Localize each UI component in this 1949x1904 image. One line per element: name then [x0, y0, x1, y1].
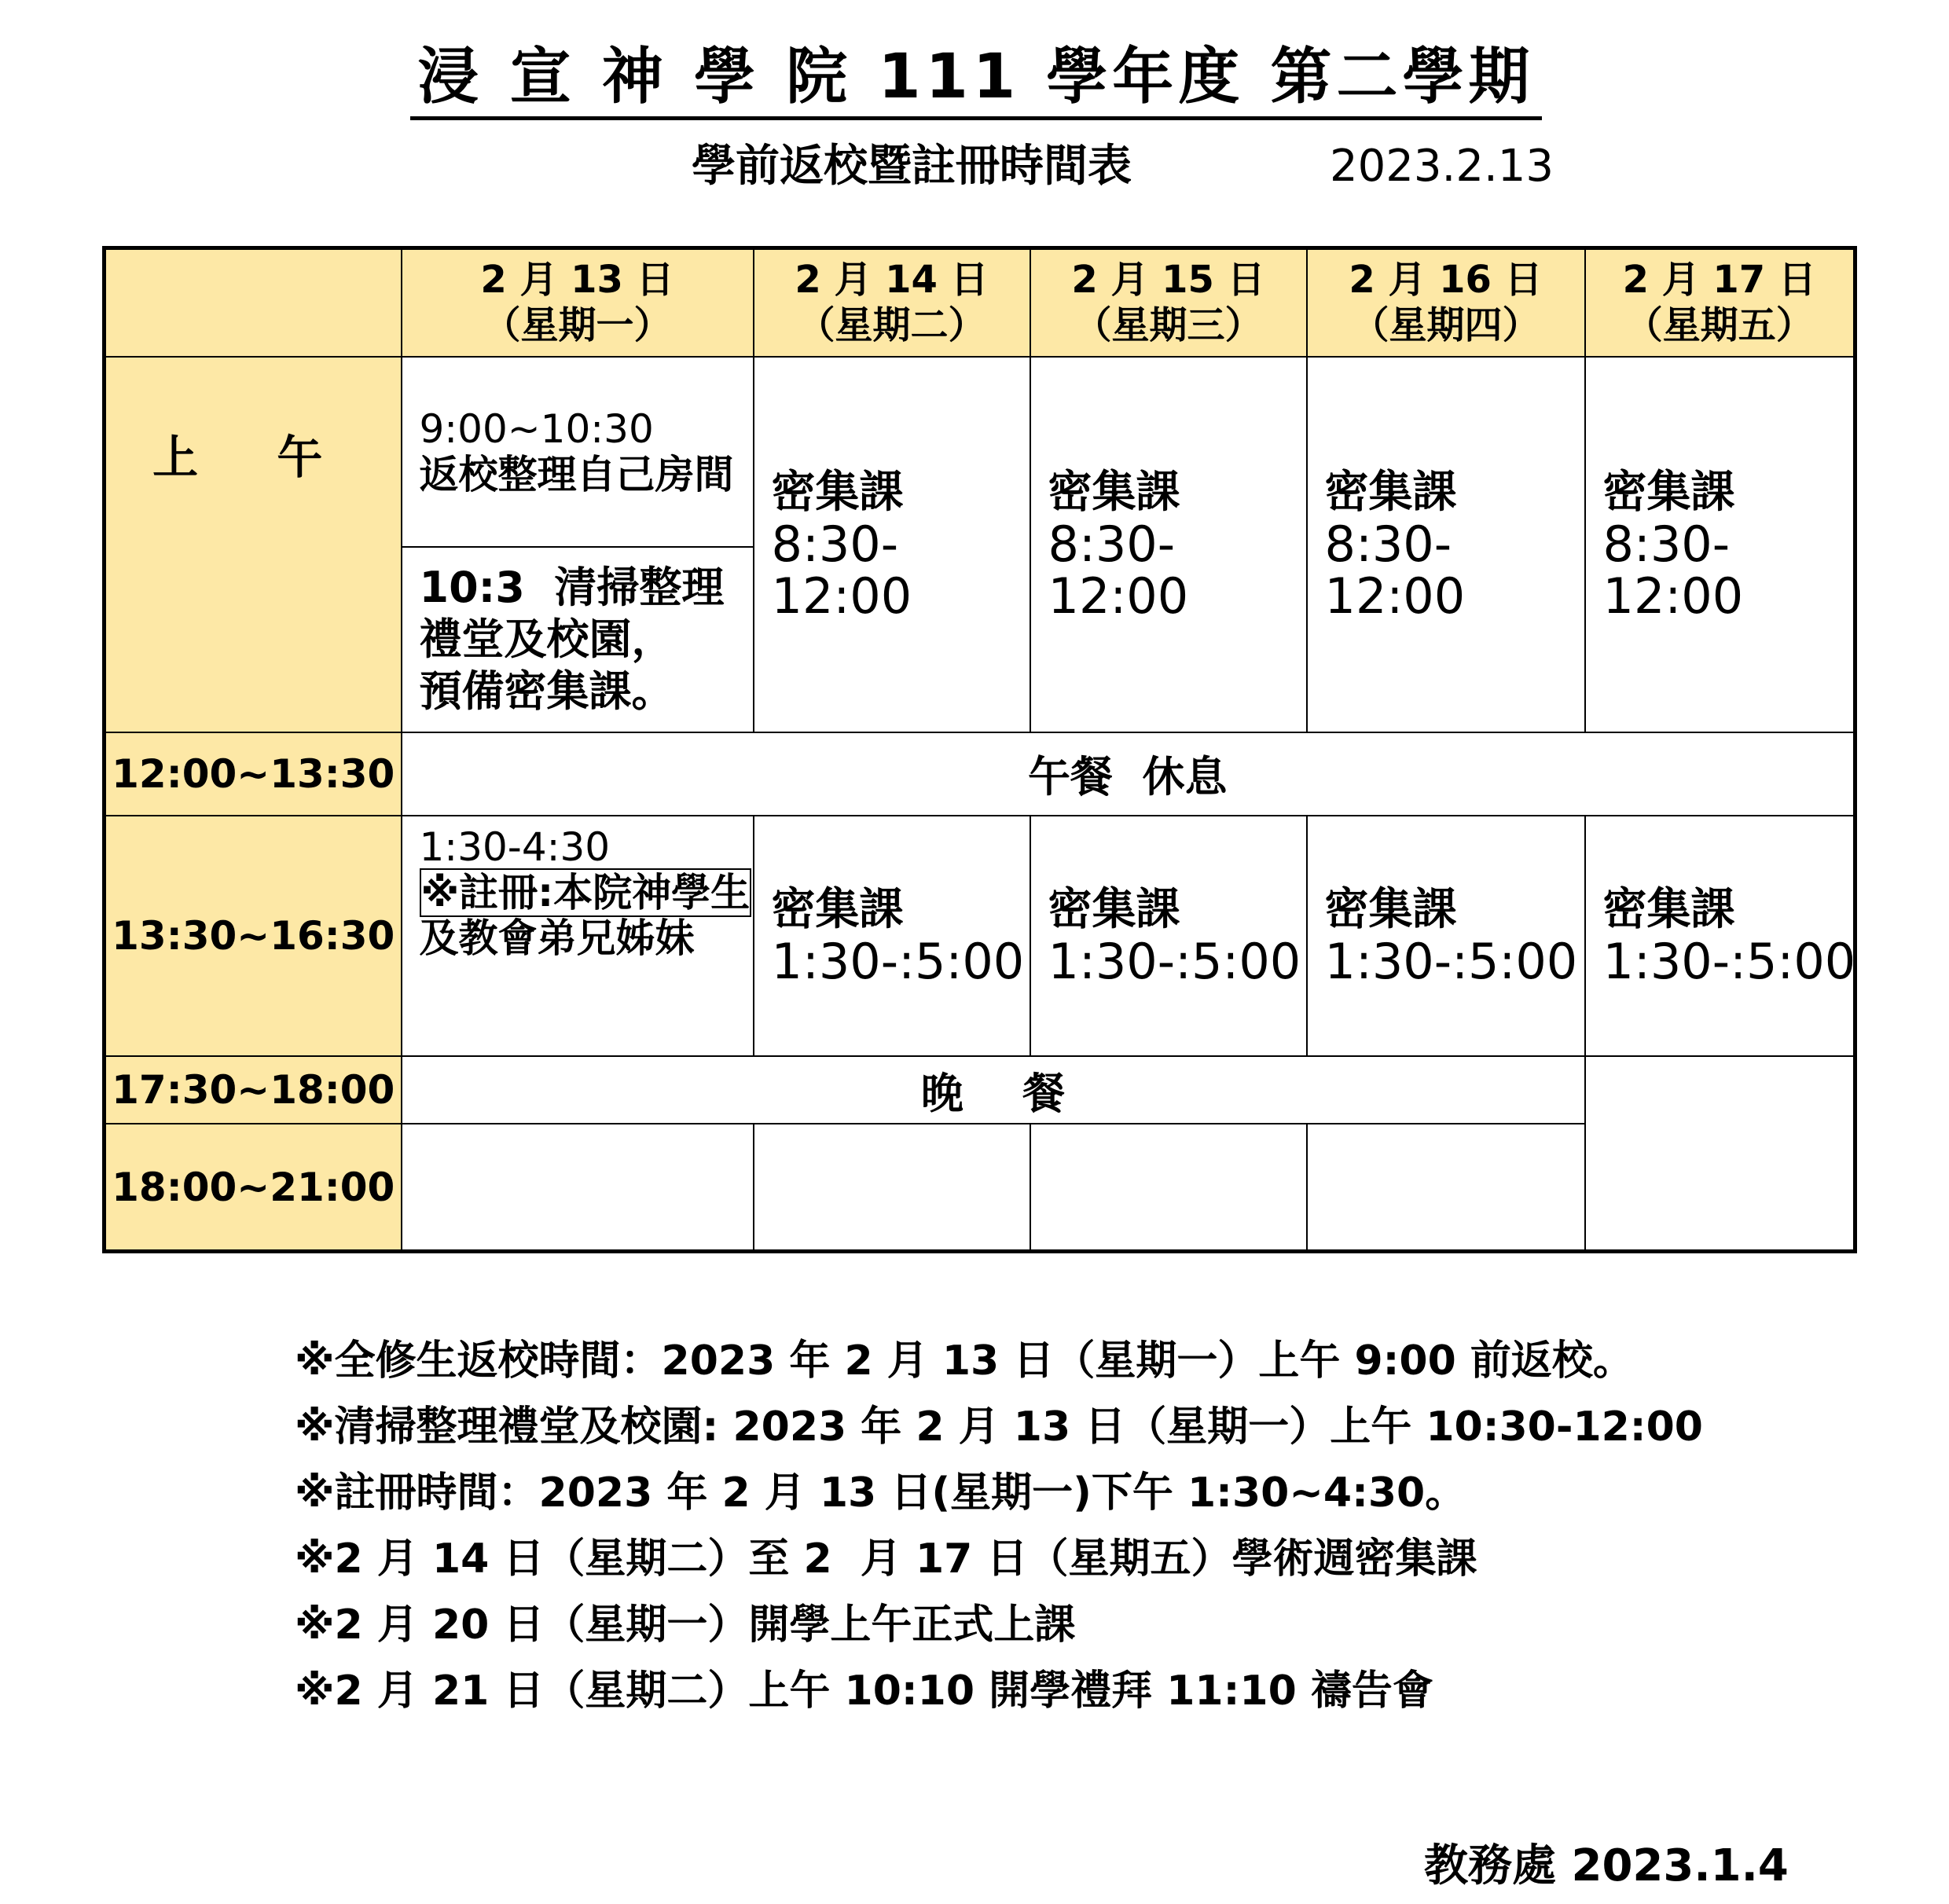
- document-subtitle: 學前返校暨註冊時間表: [692, 141, 1132, 192]
- issuer-footer: 教務處 2023.1.4: [1424, 1840, 1789, 1891]
- mon-pm-registration: 1:30-4:30 ※註冊:本院神學生 及教會弟兄姊妹: [402, 816, 754, 1056]
- dinner-time: 17:30~18:00: [105, 1056, 402, 1124]
- notes-list: [295, 1328, 1703, 1724]
- dinner-row: [105, 1056, 1855, 1124]
- header-wed: 2 月 15 日 （星期三）: [1030, 248, 1307, 357]
- mon-am-slot-1: 9:00~10:30 返校整理自己房間: [402, 357, 754, 547]
- note-item: ※註冊時間：2023 年 2 月 13 日(星期一)下午 1:30~4:30。: [295, 1469, 1466, 1517]
- header-mon: 2 月 13 日 （星期一）: [402, 248, 754, 357]
- wed-pm-course: 密集課 1:30-:5:00: [1030, 816, 1307, 1056]
- note-item: ※全修生返校時間：2023 年 2 月 13 日（星期一）上午 9:00 前返校。: [295, 1337, 1634, 1385]
- registration-note: ※註冊:本院神學生: [420, 870, 751, 916]
- wed-am-course: 密集課 8:30-12:00: [1030, 357, 1307, 732]
- subtitle-date: 2023.2.13: [1330, 141, 1554, 192]
- lunch-time: 12:00~13:30: [105, 732, 402, 816]
- header-fri: 2 月 17 日 （星期五）: [1585, 248, 1855, 357]
- afternoon-row: [105, 816, 1855, 1056]
- note-item: ※2 月 20 日（星期一）開學上午正式上課: [295, 1601, 1076, 1649]
- thu-evening-empty: [1307, 1124, 1585, 1251]
- header-row: [105, 248, 1855, 357]
- thu-pm-course: 密集課 1:30-:5:00: [1307, 816, 1585, 1056]
- note-item: ※清掃整理禮堂及校園: 2023 年 2 月 13 日（星期一）上午 10:30-12:00: [295, 1403, 1703, 1451]
- afternoon-time: 13:30~16:30: [105, 816, 402, 1056]
- fri-am-course: 密集課 8:30-12:00: [1585, 357, 1855, 732]
- document-title: 浸 宣 神 學 院 111 學年度 第二學期: [410, 38, 1542, 120]
- wed-evening-empty: [1030, 1124, 1307, 1251]
- evening-time: 18:00~21:00: [105, 1124, 402, 1251]
- note-item: ※2 月 14 日（星期二）至 2 月 17 日（星期五）學術週密集課: [295, 1535, 1477, 1583]
- corner-cell: [105, 248, 402, 357]
- fri-pm-course: 密集課 1:30-:5:00: [1585, 816, 1855, 1056]
- lunch-break: 午餐 休息: [402, 732, 1855, 816]
- fri-evening-empty: [1585, 1056, 1855, 1251]
- header-thu: 2 月 16 日 （星期四）: [1307, 248, 1585, 357]
- header-tue: 2 月 14 日 （星期二）: [754, 248, 1030, 357]
- tue-am-course: 密集課 8:30-12:00: [754, 357, 1030, 732]
- schedule-table: [102, 246, 1857, 1253]
- thu-am-course: 密集課 8:30-12:00: [1307, 357, 1585, 732]
- tue-pm-course: 密集課 1:30-:5:00: [754, 816, 1030, 1056]
- dinner-break: 晚 餐: [402, 1056, 1585, 1124]
- note-item: ※2 月 21 日（星期二）上午 10:10 開學禮拜 11:10 禱告會: [295, 1667, 1433, 1715]
- mon-am-slot-2: 10:3 清掃整理 禮堂及校園， 預備密集課。: [402, 547, 754, 732]
- morning-row-1: [105, 357, 1855, 547]
- mon-evening-empty: [402, 1124, 754, 1251]
- tue-evening-empty: [754, 1124, 1030, 1251]
- lunch-row: [105, 732, 1855, 816]
- morning-label: 上 午: [105, 357, 402, 732]
